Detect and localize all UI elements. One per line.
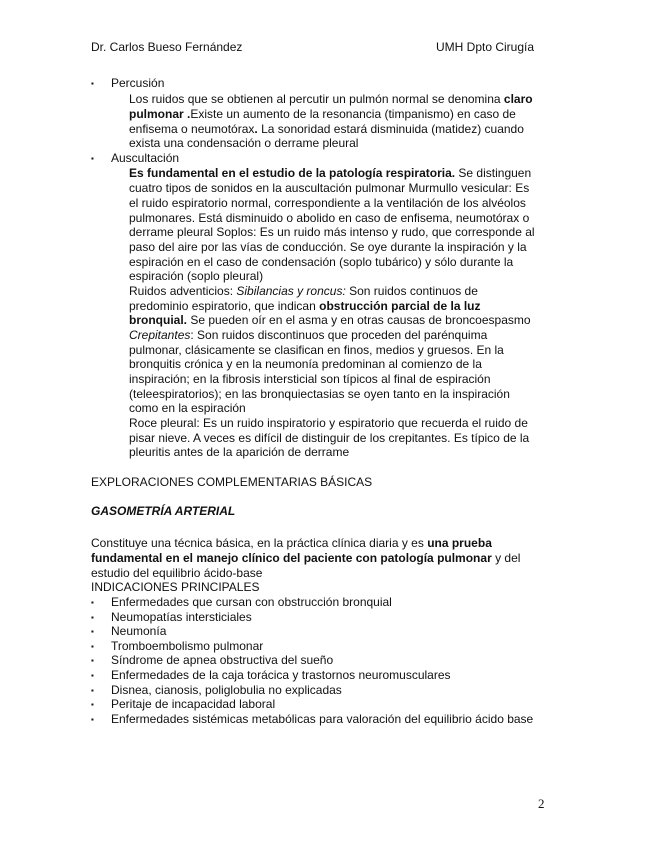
list-item: Peritaje de incapacidad laboral [111, 697, 276, 711]
auscultacion-line-4: pulmonares. Está disminuido o abolido en caso de enfisema, neumotórax o [129, 211, 530, 225]
list-bullet: ▪ [91, 715, 94, 724]
list-item: Enfermedades sistémicas metabólicas para valoración del equilibrio ácido base [111, 712, 534, 726]
percusion-line-1: Los ruidos que se obtienen al percutir un pulmón normal se denomina claro [129, 92, 533, 106]
auscultacion-line-9: Ruidos adventicios: Sibilancias y roncus: Son ruidos continuos de [129, 284, 478, 298]
auscultacion-line-14: bronquitis crónica y en la neumonía predominan al comienzo de la [129, 357, 482, 371]
list-bullet: ▪ [91, 686, 94, 695]
list-item: Neumonía [111, 624, 167, 638]
percusion-line-2: pulmonar .Existe un aumento de la resonancia (timpanismo) en caso de [129, 107, 516, 121]
auscultacion-line-19: pisar nieve. A veces es difícil de distinguir de los crepitantes. Es típico de la [129, 431, 530, 445]
gasometria-paragraph-line-3: estudio del equilibrio ácido-base [91, 566, 263, 580]
auscultacion-line-6: paso del aire por las vías de conducción. Se oye durante la inspiración y la [129, 240, 527, 254]
bullet-auscultacion: ▪ [91, 154, 94, 163]
list-bullet: ▪ [91, 671, 94, 680]
auscultacion-line-1: Es fundamental en el estudio de la patología respiratoria. Se distinguen [129, 166, 532, 180]
list-item: Disnea, cianosis, poliglobulia no explicadas [111, 683, 342, 697]
list-item: Enfermedades de la caja torácica y trastornos neuromusculares [111, 668, 451, 682]
list-bullet: ▪ [91, 656, 94, 665]
auscultacion-line-17: como en la espiración [129, 401, 246, 415]
auscultacion-line-2: cuatro tipos de sonidos en la auscultación pulmonar Murmullo vesicular: Es [129, 181, 530, 195]
header-department: UMH Dpto Cirugía [436, 40, 535, 54]
auscultacion-line-15: inspiración; en la fibrosis intersticial son típicos al final de espiración [129, 372, 491, 386]
gasometria-title: GASOMETRÍA ARTERIAL [91, 504, 236, 518]
list-item: Tromboembolismo pulmonar [111, 639, 264, 653]
list-bullet: ▪ [91, 642, 94, 651]
gasometria-paragraph-line-2: fundamental en el manejo clínico del paciente con patología pulmonar y del [91, 551, 521, 565]
list-bullet: ▪ [91, 627, 94, 636]
auscultacion-title: Auscultación [111, 151, 180, 165]
auscultacion-line-7: espiración en el caso de condensación (soplo tubárico) y sólo durante la [129, 255, 514, 269]
indicaciones-heading: INDICACIONES PRINCIPALES [91, 580, 260, 594]
auscultacion-line-16: (teleespiratorios); en las bronquiectasias se oyen tanto en la inspiración [129, 387, 510, 401]
auscultacion-line-12: Crepitantes: Son ruidos discontinuos que proceden del parénquima [129, 328, 488, 342]
percusion-title: Percusión [111, 76, 165, 90]
page-number: 2 [538, 796, 545, 811]
list-bullet: ▪ [91, 598, 94, 607]
gasometria-paragraph-line-1: Constituye una técnica básica, en la práctica clínica diaria y es una prueba [91, 536, 492, 550]
auscultacion-line-20: pleuritis antes de la aparición de derrame [129, 445, 350, 459]
list-item: Enfermedades que cursan con obstrucción bronquial [111, 595, 392, 609]
bullet-percusion: ▪ [91, 79, 94, 88]
auscultacion-line-3: el ruido espiratorio normal, correspondiente a la ventilación de los alvéolos [129, 196, 526, 210]
auscultacion-line-8: espiración (soplo pleural) [129, 269, 264, 283]
list-bullet: ▪ [91, 700, 94, 709]
list-bullet: ▪ [91, 613, 94, 622]
header-author: Dr. Carlos Bueso Fernández [91, 40, 243, 54]
list-item: Síndrome de apnea obstructiva del sueño [111, 653, 334, 667]
percusion-line-3: enfisema o neumotórax. La sonoridad estará disminuida (matidez) cuando [129, 122, 524, 136]
auscultacion-line-10: predominio espiratorio, que indican obstrucción parcial de la luz [129, 299, 481, 313]
auscultacion-line-5: derrame pleural Soplos: Es un ruido más intenso y rudo, que corresponde al [129, 225, 535, 239]
list-item: Neumopatías intersticiales [111, 610, 252, 624]
auscultacion-line-13: pulmonar, clásicamente se clasifican en finos, medios y gruesos. En la [129, 343, 504, 357]
auscultacion-line-11: bronquial. Se pueden oír en el asma y en otras causas de broncoespasmo [129, 313, 531, 327]
section-heading-exploraciones: EXPLORACIONES COMPLEMENTARIAS BÁSICAS [91, 475, 373, 489]
auscultacion-line-18: Roce pleural: Es un ruido inspiratorio y espiratorio que recuerda el ruido de [129, 416, 528, 430]
percusion-line-4: exista una condensación o derrame pleural [129, 136, 359, 150]
